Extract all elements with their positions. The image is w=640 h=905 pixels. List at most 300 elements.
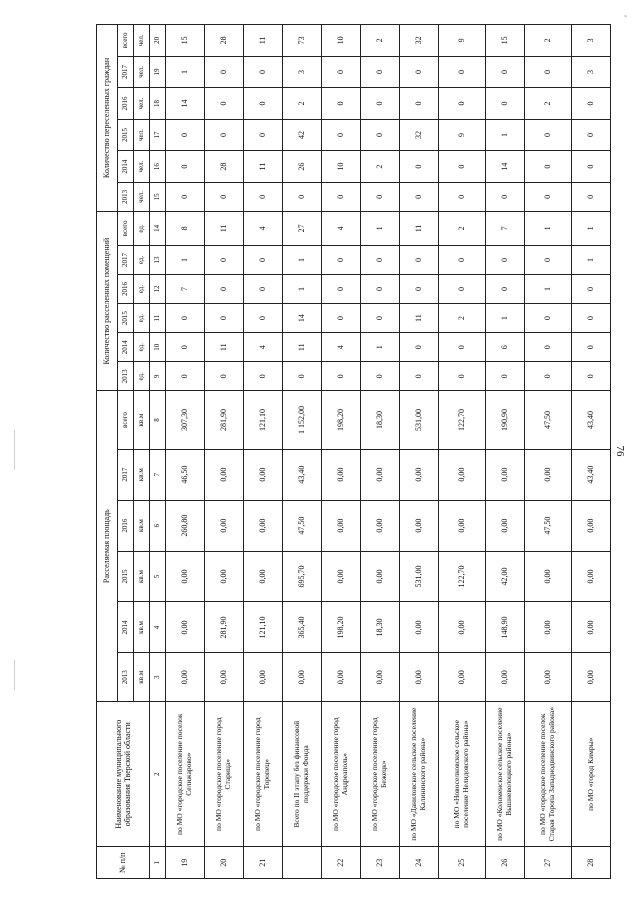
row-rooms-value: 0 xyxy=(283,362,322,391)
table-row xyxy=(244,25,283,879)
header-year-people-4: 2017 xyxy=(118,56,134,88)
row-rooms-value: 0 xyxy=(205,362,244,391)
row-area-value: 0,00 xyxy=(525,653,572,702)
row-name: по МО «Новоселковское сельское поселение Нелидовского района» xyxy=(439,701,486,847)
row-people-value: 0 xyxy=(361,56,400,88)
header-unit-rooms-2: ед. xyxy=(134,304,150,333)
row-area-value: 198,20 xyxy=(322,602,361,653)
row-people-value: 0 xyxy=(572,88,611,120)
header-unit-people-1: чел. xyxy=(134,151,150,183)
row-people-value: 14 xyxy=(166,88,205,120)
row-people-value: 0 xyxy=(244,119,283,151)
header-colnum-18: 18 xyxy=(150,88,166,120)
row-people-value: 0 xyxy=(322,56,361,88)
header-colnum-4: 4 xyxy=(150,602,166,653)
row-area-value: 0,00 xyxy=(439,449,486,500)
row-area-value: 47,50 xyxy=(525,391,572,449)
row-rooms-value: 0 xyxy=(572,304,611,333)
row-name: по МО «городское поселение поселок Селижарово» xyxy=(166,701,205,847)
row-area-value: 0,00 xyxy=(525,602,572,653)
row-people-value: 10 xyxy=(322,25,361,57)
row-name: по МО «городское поселение город Старица» xyxy=(205,701,244,847)
row-people-value: 42 xyxy=(283,119,322,151)
row-people-value: 0 xyxy=(525,182,572,211)
row-rooms-value: 0 xyxy=(244,275,283,304)
row-area-value: 0,00 xyxy=(572,500,611,551)
row-area-value: 190,90 xyxy=(486,391,525,449)
row-area-value: 18,30 xyxy=(361,602,400,653)
row-people-value: 0 xyxy=(166,151,205,183)
row-rooms-value: 0 xyxy=(205,304,244,333)
header-colnum-19: 19 xyxy=(150,56,166,88)
row-rooms-value: 11 xyxy=(400,211,439,245)
row-rooms-value: 0 xyxy=(525,362,572,391)
row-rooms-value: 11 xyxy=(400,304,439,333)
row-rooms-value: 0 xyxy=(525,333,572,362)
row-people-value: 11 xyxy=(244,151,283,183)
row-area-value: 122,70 xyxy=(439,551,486,602)
header-colnum-12: 12 xyxy=(150,275,166,304)
header-row-column-numbers xyxy=(150,25,166,879)
row-area-value: 0,00 xyxy=(486,500,525,551)
row-area-value: 0,00 xyxy=(525,551,572,602)
row-people-value: 3 xyxy=(283,56,322,88)
row-rooms-value: 0 xyxy=(322,304,361,333)
row-people-value: 73 xyxy=(283,25,322,57)
header-unit-area-3: кв.м xyxy=(134,500,150,551)
row-rooms-value: 0 xyxy=(525,304,572,333)
table-row xyxy=(486,25,525,879)
header-colnum-15: 15 xyxy=(150,182,166,211)
row-people-value: 0 xyxy=(361,88,400,120)
row-people-value: 0 xyxy=(361,119,400,151)
row-area-value: 0,00 xyxy=(205,500,244,551)
row-people-value: 0 xyxy=(400,56,439,88)
row-people-value: 9 xyxy=(439,119,486,151)
scan-artifact-line xyxy=(14,430,15,470)
row-area-value: 0,00 xyxy=(572,653,611,702)
row-rooms-value: 1 xyxy=(283,275,322,304)
row-area-value: 0,00 xyxy=(439,653,486,702)
row-area-value: 1 152,00 xyxy=(283,391,322,449)
table-body xyxy=(97,25,611,879)
header-unit-people-2: чел. xyxy=(134,119,150,151)
row-rooms-value: 1 xyxy=(525,275,572,304)
header-colnum-7: 7 xyxy=(150,449,166,500)
row-people-value: 0 xyxy=(283,182,322,211)
row-name: по МО «городское поселение город Андреаполь» xyxy=(322,701,361,847)
row-num: 20 xyxy=(205,847,244,879)
row-rooms-value: 0 xyxy=(486,245,525,274)
row-area-value: 42,00 xyxy=(486,551,525,602)
row-rooms-value: 0 xyxy=(166,362,205,391)
row-people-value: 11 xyxy=(244,25,283,57)
header-people-group: Количество переселенных граждан xyxy=(97,25,118,212)
header-year-area-5: всего xyxy=(118,391,134,449)
row-area-value: 0,00 xyxy=(244,500,283,551)
row-rooms-value: 0 xyxy=(361,304,400,333)
row-people-value: 0 xyxy=(205,119,244,151)
row-area-value: 0,00 xyxy=(166,653,205,702)
header-year-people-3: 2016 xyxy=(118,88,134,120)
row-rooms-value: 0 xyxy=(361,275,400,304)
header-colnum-5: 5 xyxy=(150,551,166,602)
row-area-value: 0,00 xyxy=(244,449,283,500)
header-colnum-16: 16 xyxy=(150,151,166,183)
row-num: 19 xyxy=(166,847,205,879)
header-colnum-13: 13 xyxy=(150,245,166,274)
row-area-value: 307,30 xyxy=(166,391,205,449)
header-unit-rooms-3: ед. xyxy=(134,275,150,304)
row-rooms-value: 0 xyxy=(205,245,244,274)
header-colnum-8: 8 xyxy=(150,391,166,449)
row-rooms-value: 0 xyxy=(166,304,205,333)
row-people-value: 0 xyxy=(166,182,205,211)
header-colnum-1: 1 xyxy=(150,847,166,879)
row-area-value: 47,50 xyxy=(283,500,322,551)
row-area-value: 260,80 xyxy=(166,500,205,551)
row-rooms-value: 0 xyxy=(525,245,572,274)
row-people-value: 0 xyxy=(525,56,572,88)
row-area-value: 281,90 xyxy=(205,391,244,449)
row-area-value: 148,90 xyxy=(486,602,525,653)
row-rooms-value: 0 xyxy=(572,362,611,391)
row-area-value: 0,00 xyxy=(283,653,322,702)
header-year-people-1: 2014 xyxy=(118,151,134,183)
header-colnum-10: 10 xyxy=(150,333,166,362)
row-area-value: 0,00 xyxy=(205,449,244,500)
row-num: 26 xyxy=(486,847,525,879)
header-year-people-0: 2013 xyxy=(118,182,134,211)
scan-artifact-line xyxy=(14,660,15,690)
header-unit-area-2: кв.м xyxy=(134,551,150,602)
row-rooms-value: 4 xyxy=(244,333,283,362)
row-rooms-value: 0 xyxy=(244,245,283,274)
row-people-value: 28 xyxy=(205,151,244,183)
row-name: по МО «Коломенское сельское поселение Вышневолоцкого района» xyxy=(486,701,525,847)
row-people-value: 3 xyxy=(572,56,611,88)
row-people-value: 0 xyxy=(439,151,486,183)
table-row xyxy=(400,25,439,879)
table-row xyxy=(283,25,322,879)
row-area-value: 0,00 xyxy=(205,551,244,602)
row-area-value: 0,00 xyxy=(322,653,361,702)
table-row xyxy=(205,25,244,879)
row-rooms-value: 0 xyxy=(439,362,486,391)
page-number: 76 xyxy=(614,445,626,457)
header-unit-rooms-5: ед. xyxy=(134,211,150,245)
header-colnum-6: 6 xyxy=(150,500,166,551)
header-year-rooms-1: 2014 xyxy=(118,333,134,362)
header-colnum-20: 20 xyxy=(150,25,166,57)
row-people-value: 32 xyxy=(400,119,439,151)
row-area-value: 0,00 xyxy=(322,500,361,551)
row-people-value: 2 xyxy=(525,25,572,57)
header-year-area-2: 2015 xyxy=(118,551,134,602)
header-num: № п/п xyxy=(97,847,150,879)
row-rooms-value: 14 xyxy=(283,304,322,333)
row-people-value: 1 xyxy=(166,56,205,88)
row-rooms-value: 0 xyxy=(486,362,525,391)
row-people-value: 3 xyxy=(572,25,611,57)
row-area-value: 198,20 xyxy=(322,391,361,449)
table-row xyxy=(166,25,205,879)
header-year-area-3: 2016 xyxy=(118,500,134,551)
row-people-value: 2 xyxy=(361,151,400,183)
row-rooms-value: 2 xyxy=(439,211,486,245)
row-area-value: 47,50 xyxy=(525,500,572,551)
row-rooms-value: 27 xyxy=(283,211,322,245)
row-area-value: 0,00 xyxy=(361,449,400,500)
row-people-value: 0 xyxy=(525,119,572,151)
row-rooms-value: 11 xyxy=(205,211,244,245)
row-rooms-value: 0 xyxy=(486,275,525,304)
row-rooms-value: 7 xyxy=(166,275,205,304)
row-people-value: 0 xyxy=(205,182,244,211)
row-area-value: 0,00 xyxy=(166,551,205,602)
row-people-value: 28 xyxy=(205,25,244,57)
header-row-groups xyxy=(97,25,118,879)
row-rooms-value: 0 xyxy=(322,245,361,274)
row-people-value: 0 xyxy=(439,182,486,211)
row-area-value: 0,00 xyxy=(166,602,205,653)
header-year-people-2: 2015 xyxy=(118,119,134,151)
header-year-rooms-4: 2017 xyxy=(118,245,134,274)
table-row xyxy=(439,25,486,879)
row-area-value: 0,00 xyxy=(572,551,611,602)
row-num: 28 xyxy=(572,847,611,879)
row-area-value: 122,70 xyxy=(439,391,486,449)
row-rooms-value: 0 xyxy=(205,275,244,304)
row-area-value: 0,00 xyxy=(361,551,400,602)
row-rooms-value: 0 xyxy=(572,333,611,362)
row-people-value: 0 xyxy=(244,56,283,88)
row-rooms-value: 11 xyxy=(205,333,244,362)
row-rooms-value: 0 xyxy=(244,362,283,391)
row-people-value: 0 xyxy=(525,151,572,183)
row-area-value: 0,00 xyxy=(361,500,400,551)
row-name: Всего по II этапу без финансовой поддержки Фонда xyxy=(283,701,322,847)
header-year-rooms-2: 2015 xyxy=(118,304,134,333)
row-rooms-value: 0 xyxy=(400,362,439,391)
header-unit-area-0: кв.м xyxy=(134,653,150,702)
row-people-value: 2 xyxy=(283,88,322,120)
row-rooms-value: 1 xyxy=(166,245,205,274)
header-year-rooms-0: 2013 xyxy=(118,362,134,391)
row-num: 25 xyxy=(439,847,486,879)
header-year-area-1: 2014 xyxy=(118,602,134,653)
header-unit-people-5: чел. xyxy=(134,25,150,57)
row-name: по МО «город Кимры» xyxy=(572,701,611,847)
row-name: по МО «городское поселение город Торопец» xyxy=(244,701,283,847)
row-area-value: 0,00 xyxy=(400,602,439,653)
row-people-value: 2 xyxy=(525,88,572,120)
row-area-value: 0,00 xyxy=(322,449,361,500)
header-unit-people-3: чел. xyxy=(134,88,150,120)
row-rooms-value: 1 xyxy=(572,211,611,245)
row-area-value: 43,40 xyxy=(283,449,322,500)
header-colnum-3: 3 xyxy=(150,653,166,702)
row-num: 27 xyxy=(525,847,572,879)
row-people-value: 0 xyxy=(166,119,205,151)
row-people-value: 9 xyxy=(439,25,486,57)
row-area-value: 0,00 xyxy=(572,602,611,653)
row-rooms-value: 1 xyxy=(361,211,400,245)
row-rooms-value: 1 xyxy=(283,245,322,274)
header-year-area-4: 2017 xyxy=(118,449,134,500)
row-area-value: 0,00 xyxy=(525,449,572,500)
row-people-value: 0 xyxy=(486,182,525,211)
row-people-value: 0 xyxy=(486,56,525,88)
row-num: 21 xyxy=(244,847,283,879)
row-area-value: 0,00 xyxy=(486,449,525,500)
header-unit-area-4: кв.м xyxy=(134,449,150,500)
header-unit-area-1: кв.м xyxy=(134,602,150,653)
row-people-value: 15 xyxy=(166,25,205,57)
row-people-value: 0 xyxy=(205,88,244,120)
resettlement-table xyxy=(96,24,611,879)
row-rooms-value: 6 xyxy=(486,333,525,362)
header-year-rooms-3: 2016 xyxy=(118,275,134,304)
row-people-value: 0 xyxy=(439,56,486,88)
table-row xyxy=(361,25,400,879)
row-rooms-value: 8 xyxy=(166,211,205,245)
row-area-value: 695,70 xyxy=(283,551,322,602)
row-num: 24 xyxy=(400,847,439,879)
row-area-value: 0,00 xyxy=(439,602,486,653)
header-colnum-9: 9 xyxy=(150,362,166,391)
row-area-value: 0,00 xyxy=(439,500,486,551)
header-area-group: Расселяемая площадь xyxy=(97,391,118,702)
row-rooms-value: 1 xyxy=(525,211,572,245)
row-rooms-value: 4 xyxy=(244,211,283,245)
row-rooms-value: 0 xyxy=(400,245,439,274)
row-area-value: 18,30 xyxy=(361,391,400,449)
row-people-value: 1 xyxy=(486,119,525,151)
row-rooms-value: 0 xyxy=(439,333,486,362)
header-rooms-group: Количество расселенных помещений xyxy=(97,211,118,390)
row-area-value: 0,00 xyxy=(400,653,439,702)
row-people-value: 0 xyxy=(572,151,611,183)
row-area-value: 0,00 xyxy=(400,449,439,500)
row-num xyxy=(283,847,322,879)
row-people-value: 2 xyxy=(361,25,400,57)
row-rooms-value: 1 xyxy=(572,245,611,274)
header-colnum-11: 11 xyxy=(150,304,166,333)
corner-mark: * xyxy=(624,15,627,21)
row-people-value: 10 xyxy=(322,151,361,183)
row-people-value: 0 xyxy=(322,182,361,211)
row-people-value: 32 xyxy=(400,25,439,57)
table-row xyxy=(572,25,611,879)
row-people-value: 15 xyxy=(486,25,525,57)
row-name: по МО «городское поселение город Бежецк» xyxy=(361,701,400,847)
header-colnum-14: 14 xyxy=(150,211,166,245)
row-name: по МО «Даниловское сельское поселение Калининского района» xyxy=(400,701,439,847)
row-rooms-value: 0 xyxy=(400,333,439,362)
row-people-value: 0 xyxy=(361,182,400,211)
row-people-value: 0 xyxy=(322,88,361,120)
header-unit-rooms-4: ед. xyxy=(134,245,150,274)
row-people-value: 0 xyxy=(205,56,244,88)
row-area-value: 0,00 xyxy=(244,551,283,602)
row-area-value: 46,50 xyxy=(166,449,205,500)
row-rooms-value: 0 xyxy=(322,275,361,304)
row-area-value: 0,00 xyxy=(205,653,244,702)
row-people-value: 0 xyxy=(400,182,439,211)
table-row xyxy=(322,25,361,879)
row-people-value: 0 xyxy=(486,88,525,120)
header-unit-area-5: кв.м xyxy=(134,391,150,449)
row-area-value: 121,10 xyxy=(244,602,283,653)
row-area-value: 121,10 xyxy=(244,391,283,449)
row-area-value: 531,00 xyxy=(400,551,439,602)
row-rooms-value: 0 xyxy=(166,333,205,362)
rotated-table-container xyxy=(96,24,596,879)
header-unit-people-4: чел. xyxy=(134,56,150,88)
row-rooms-value: 7 xyxy=(486,211,525,245)
header-year-area-0: 2013 xyxy=(118,653,134,702)
row-rooms-value: 4 xyxy=(322,211,361,245)
table-row xyxy=(525,25,572,879)
row-rooms-value: 2 xyxy=(439,304,486,333)
row-rooms-value: 1 xyxy=(361,333,400,362)
row-people-value: 14 xyxy=(486,151,525,183)
row-rooms-value: 11 xyxy=(283,333,322,362)
header-unit-rooms-0: ед. xyxy=(134,362,150,391)
row-rooms-value: 1 xyxy=(486,304,525,333)
row-area-value: 0,00 xyxy=(361,653,400,702)
row-people-value: 26 xyxy=(283,151,322,183)
row-people-value: 0 xyxy=(400,88,439,120)
row-rooms-value: 0 xyxy=(361,245,400,274)
header-unit-people-0: чел. xyxy=(134,182,150,211)
row-people-value: 0 xyxy=(572,119,611,151)
row-area-value: 281,90 xyxy=(205,602,244,653)
row-area-value: 43,40 xyxy=(572,449,611,500)
row-area-value: 43,40 xyxy=(572,391,611,449)
header-unit-rooms-1: ед. xyxy=(134,333,150,362)
header-colnum-2: 2 xyxy=(150,701,166,847)
row-area-value: 0,00 xyxy=(400,500,439,551)
row-num: 22 xyxy=(322,847,361,879)
row-area-value: 365,40 xyxy=(283,602,322,653)
row-rooms-value: 0 xyxy=(572,275,611,304)
row-people-value: 0 xyxy=(439,88,486,120)
row-rooms-value: 0 xyxy=(244,304,283,333)
row-name: по МО «городское поселение поселок Старая Торопа Западнодвинского района» xyxy=(525,701,572,847)
header-year-rooms-5: всего xyxy=(118,211,134,245)
row-num: 23 xyxy=(361,847,400,879)
row-people-value: 0 xyxy=(322,119,361,151)
row-area-value: 0,00 xyxy=(322,551,361,602)
row-rooms-value: 0 xyxy=(439,245,486,274)
row-people-value: 0 xyxy=(572,182,611,211)
row-rooms-value: 0 xyxy=(361,362,400,391)
row-area-value: 531,00 xyxy=(400,391,439,449)
row-area-value: 0,00 xyxy=(244,653,283,702)
row-rooms-value: 4 xyxy=(322,333,361,362)
row-people-value: 0 xyxy=(244,182,283,211)
row-people-value: 0 xyxy=(244,88,283,120)
row-rooms-value: 0 xyxy=(400,275,439,304)
header-colnum-17: 17 xyxy=(150,119,166,151)
row-people-value: 0 xyxy=(400,151,439,183)
header-year-people-5: всего xyxy=(118,25,134,57)
row-area-value: 0,00 xyxy=(486,653,525,702)
row-rooms-value: 0 xyxy=(322,362,361,391)
row-rooms-value: 0 xyxy=(439,275,486,304)
